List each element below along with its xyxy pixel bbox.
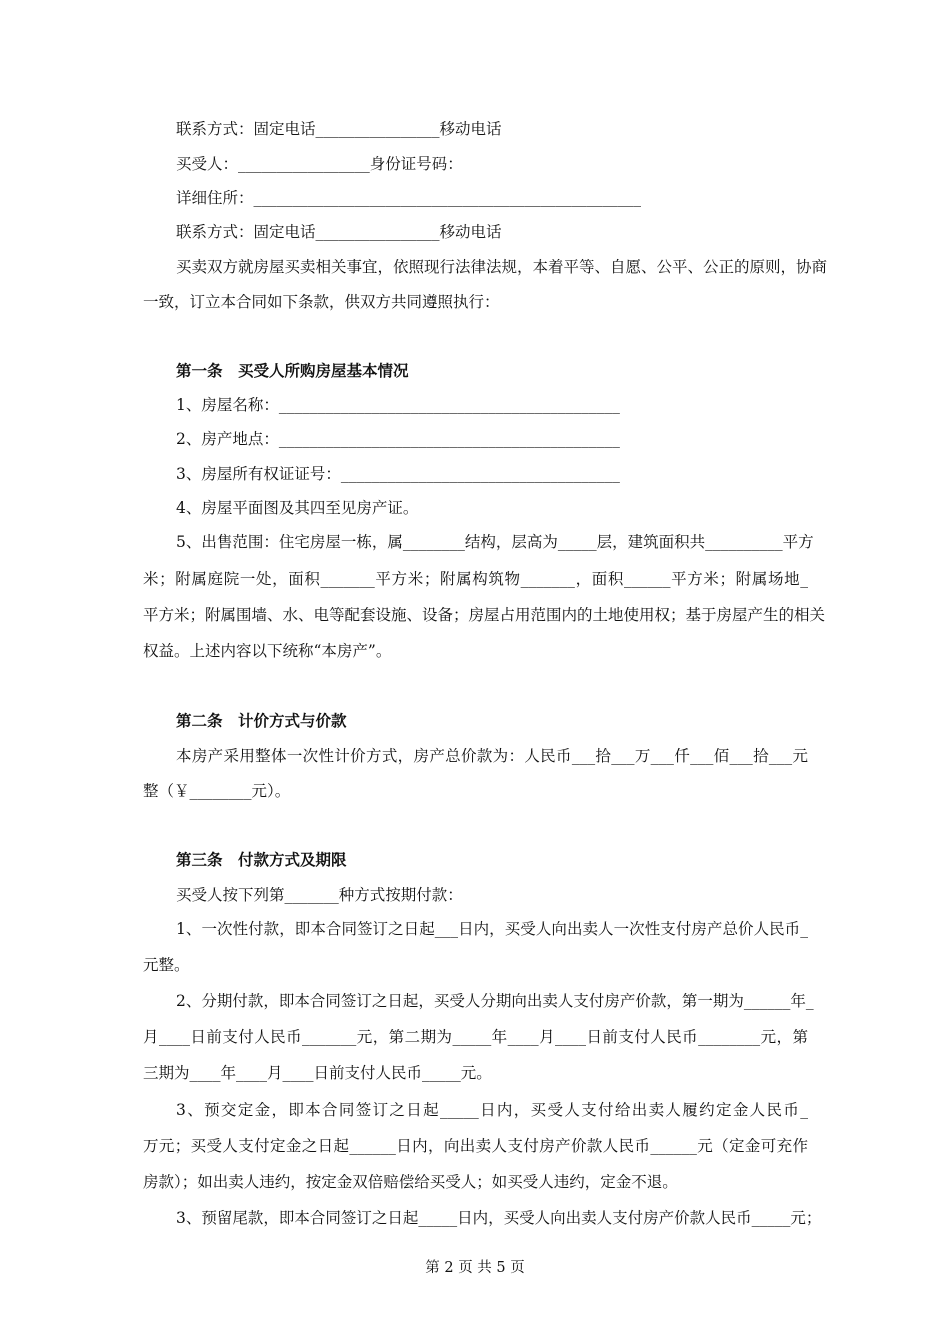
article-3-item-3-cont-2: 房款）；如出卖人违约，按定金双倍赔偿给买受人；如买受人违约，定金不退。 — [143, 1173, 678, 1191]
article-1-item-5-cont-2: 平方米；附属围墙、水、电等配套设施、设备；房屋占用范围内的土地使用权；基于房屋产生的相关 — [143, 606, 826, 624]
seller-contact-line: 联系方式：固定电话________________移动电话 — [176, 120, 502, 138]
article-1-item-5: 5、出售范围：住宅房屋一栋，属________结构，层高为_____层，建筑面积共__________平方 — [176, 533, 814, 551]
article-3-intro: 买受人按下列第_______种方式按期付款： — [176, 886, 463, 904]
article-3-item-2-cont-1: 月____日前支付人民币_______元，第二期为_____年____月____日前支付人民币________元，第 — [143, 1028, 808, 1046]
article-3-heading: 第三条 付款方式及期限 — [176, 850, 347, 869]
article-1-item-2: 2、房产地点：____________________________________________ — [176, 430, 620, 448]
article-1-item-3: 3、房屋所有权证证号：____________________________________ — [176, 465, 620, 483]
article-1-item-4: 4、房屋平面图及其四至见房产证。 — [176, 499, 419, 517]
preamble-paragraph: 买卖双方就房屋买卖相关事宜，依照现行法律法规，本着平等、自愿、公平、公正的原则，协商 — [176, 258, 828, 276]
article-1-heading: 第一条 买受人所购房屋基本情况 — [176, 361, 409, 380]
article-3-item-4: 3、预留尾款，即本合同签订之日起_____日内，买受人向出卖人支付房产价款人民币_____元； — [176, 1209, 822, 1227]
article-2-paragraph: 本房产采用整体一次性计价方式，房产总价款为：人民币___拾___万___仟___佰___拾___元 — [176, 747, 808, 765]
page-footer: 第 2 页 共 5 页 — [425, 1260, 525, 1276]
preamble-paragraph-cont: 一致，订立本合同如下条款，供双方共同遵照执行： — [143, 293, 500, 311]
article-1-item-5-cont-1: 米；附属庭院一处，面积_______平方米；附属构筑物_______，面积______平方米；附属场地_ — [143, 570, 808, 588]
article-3-item-1-cont: 元整。 — [143, 956, 190, 974]
article-2-heading: 第二条 计价方式与价款 — [176, 711, 347, 730]
buyer-contact-line: 联系方式：固定电话________________移动电话 — [176, 223, 502, 241]
article-3-item-2: 2、分期付款，即本合同签订之日起，买受人分期向出卖人支付房产价款，第一期为______年_ — [176, 992, 814, 1010]
article-3-item-2-cont-2: 三期为____年____月____日前支付人民币_____元。 — [143, 1064, 492, 1082]
buyer-name-line: 买受人：_________________身份证号码： — [176, 155, 463, 173]
article-3-item-1: 1、一次性付款，即本合同签订之日起___日内，买受人向出卖人一次性支付房产总价人民币_ — [176, 920, 808, 938]
article-1-item-5-cont-3: 权益。上述内容以下统称“本房产”。 — [143, 642, 392, 660]
article-2-paragraph-cont: 整（￥________元）。 — [143, 782, 291, 800]
article-3-item-3-cont-1: 万元；买受人支付定金之日起______日内，向出卖人支付房产价款人民币______元（定金可充作 — [143, 1137, 808, 1155]
buyer-address-line: 详细住所：__________________________________________________ — [176, 189, 642, 207]
article-1-item-1: 1、房屋名称：____________________________________________ — [176, 396, 620, 414]
article-3-item-3: 3、预交定金，即本合同签订之日起_____日内，买受人支付给出卖人履约定金人民币_ — [176, 1101, 808, 1119]
